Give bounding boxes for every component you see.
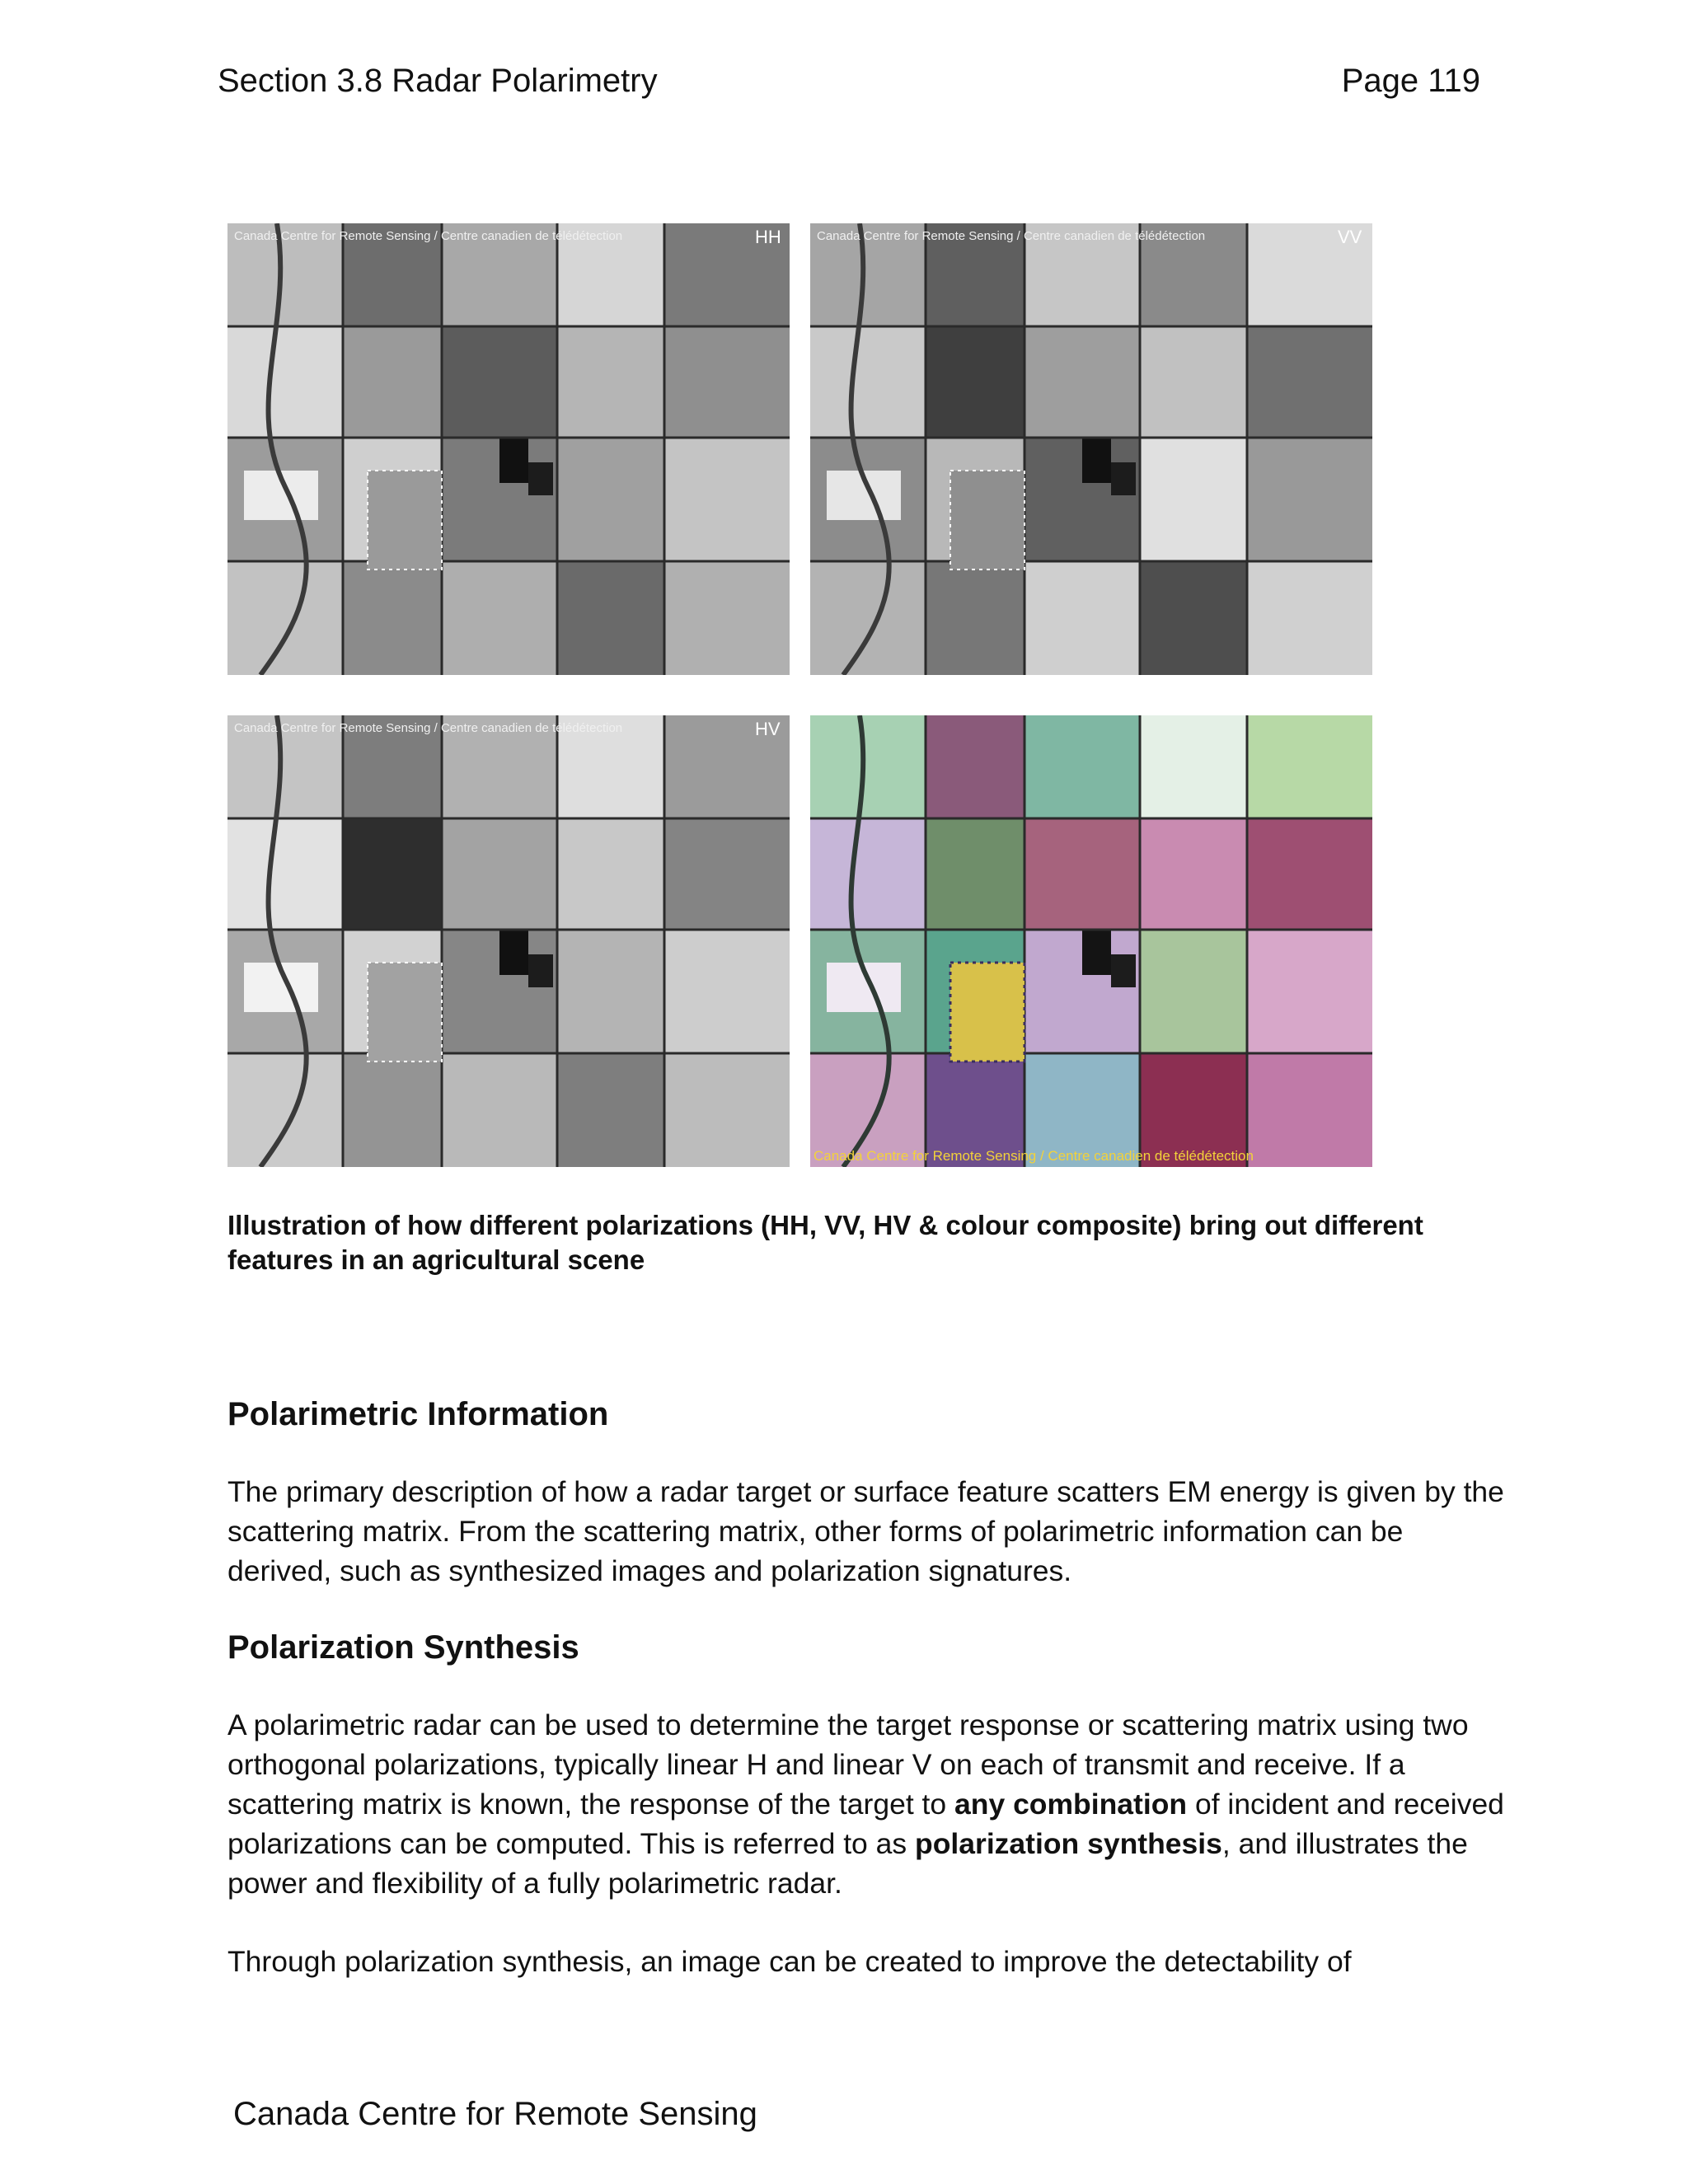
polarization-label: VV: [1338, 227, 1362, 247]
heading-polarimetric-information: Polarimetric Information: [227, 1396, 609, 1432]
running-footer: Canada Centre for Remote Sensing: [233, 2096, 757, 2132]
polarization-label: HV: [755, 719, 781, 739]
polarization-label: HH: [755, 227, 781, 247]
town: [950, 963, 1025, 1062]
radar-image-hh: [227, 223, 790, 675]
image-credit: Canada Centre for Remote Sensing / Centre canadien de télédétection: [814, 1148, 1254, 1164]
radar-image-hv-graphic: [227, 715, 790, 1167]
figure-caption: Illustration of how different polarizations (HH, VV, HV & colour composite) bring out different features in an agricultural scene: [227, 1210, 1423, 1275]
text-run: , and illustrates the power and flexibility of a fully polarimetric radar.: [227, 1827, 1468, 1900]
radar-image-hh-graphic: [227, 223, 790, 675]
radar-image-vv: [810, 223, 1372, 675]
radar-image-vv-graphic: [810, 223, 1372, 675]
bold-term-polarization-synthesis: polarization synthesis: [915, 1827, 1222, 1860]
radar-image-hv: [227, 715, 790, 1167]
image-credit: Canada Centre for Remote Sensing / Centre canadien de télédétection: [234, 721, 623, 735]
image-credit: Canada Centre for Remote Sensing / Centre canadien de télédétection: [234, 229, 623, 243]
bold-term-any-combination: any combination: [954, 1788, 1188, 1821]
paragraph-synthesis-continued: Through polarization synthesis, an image can be created to improve the detectability of: [227, 1945, 1352, 1978]
heading-polarization-synthesis: Polarization Synthesis: [227, 1629, 579, 1666]
paragraph-polarimetric-information: The primary description of how a radar target or surface feature scatters EM energy is given by the scattering matrix. From the scattering matrix, other forms of polarimetric information can be derived, such as synthesized images and polarization signatures.: [227, 1475, 1504, 1587]
town: [368, 963, 442, 1062]
radar-image-composite-graphic: [810, 715, 1372, 1167]
radar-image-colour-composite: [810, 715, 1372, 1167]
town: [368, 471, 442, 569]
paragraph-polarization-synthesis: [227, 1705, 1513, 1903]
field-grid: [810, 223, 1372, 675]
field-grid: [810, 715, 1372, 1167]
town: [950, 471, 1025, 569]
text-run: of incident and received polarizations can be computed. This is referred to as: [227, 1788, 1504, 1860]
running-header-page: Page 119: [1341, 63, 1480, 99]
running-header-section: Section 3.8 Radar Polarimetry: [218, 63, 658, 99]
field-grid: [227, 715, 790, 1167]
text-run: A polarimetric radar can be used to determine the target response or scattering matrix using two orthogonal polarizations, typically linear H and linear V on each of transmit and receive. If a scattering matrix is known, the response of the target to: [227, 1708, 1469, 1821]
field-grid: [227, 223, 790, 675]
image-credit: Canada Centre for Remote Sensing / Centre canadien de télédétection: [817, 229, 1206, 243]
